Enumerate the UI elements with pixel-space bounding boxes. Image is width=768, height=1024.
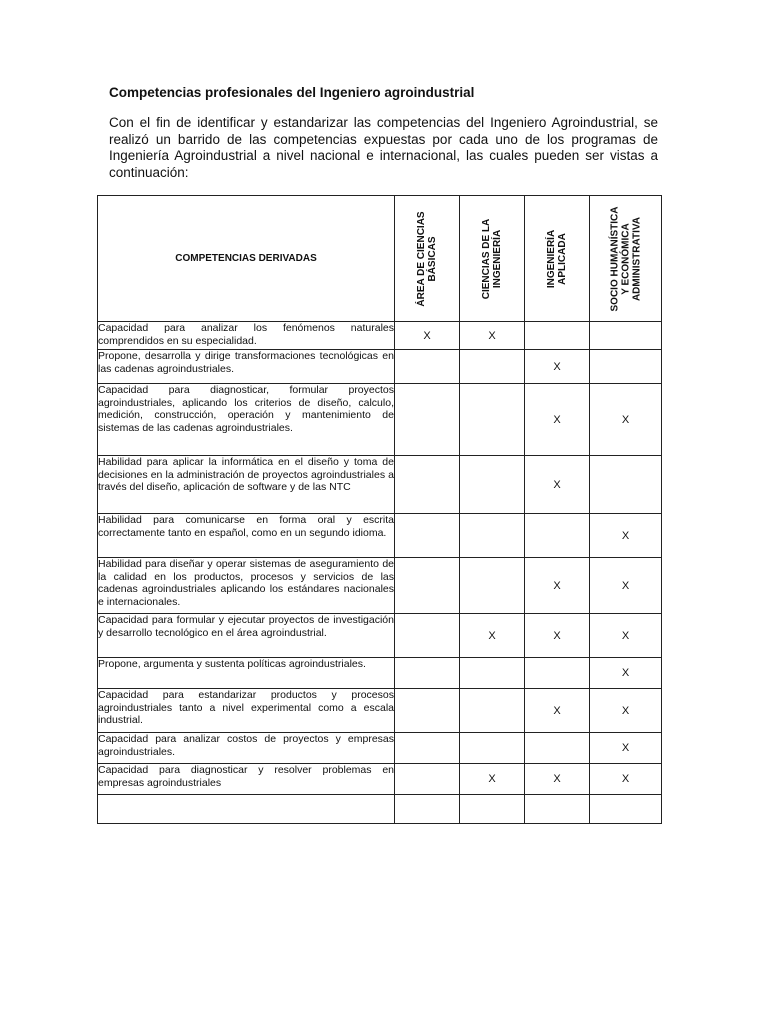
competency-description <box>98 514 395 558</box>
mark-cell: X <box>590 689 662 733</box>
competency-text: Habilidad para comunicarse en forma oral y escrita correctamente tanto en español, como en un segundo idioma. <box>98 514 394 539</box>
intro-paragraph: Con el fin de identificar y estandarizar las competencias del Ingeniero Agroindustrial, se realizó un barrido de las competencias expuestas por cada uno de los programas de Ingeniería Agroindustrial a nivel nacional e internacional, las cuales pueden ser vistas a continuación: <box>109 115 658 180</box>
mark-cell: X <box>525 558 590 614</box>
mark-cell: X <box>525 350 590 384</box>
mark-cell <box>395 689 460 733</box>
mark-cell <box>460 658 525 689</box>
mark-cell <box>395 733 460 764</box>
header-line: CIENCIAS DE LA <box>481 218 492 299</box>
competency-text: Capacidad para analizar los fenómenos naturales comprendidos en su especialidad. <box>98 322 394 347</box>
mark-cell: X <box>525 456 590 514</box>
empty-cell <box>98 795 395 824</box>
competency-text: Capacidad para formular y ejecutar proyectos de investigación y desarrollo tecnológico en el área agroindustrial. <box>98 614 394 639</box>
competency-description <box>98 733 395 764</box>
header-line: APLICADA <box>557 232 568 285</box>
header-line: Y ECONÓMICA <box>620 222 631 295</box>
mark-cell: X <box>590 733 662 764</box>
header-competencias-derivadas: COMPETENCIAS DERIVADAS <box>98 196 395 322</box>
mark-cell <box>395 614 460 658</box>
mark-cell: X <box>590 658 662 689</box>
mark-cell: X <box>460 614 525 658</box>
table-row <box>98 384 662 456</box>
mark-cell <box>395 658 460 689</box>
competency-description <box>98 614 395 658</box>
mark-cell <box>460 733 525 764</box>
mark-cell: X <box>395 322 460 350</box>
competency-description <box>98 658 395 689</box>
mark-cell <box>525 658 590 689</box>
table-header-row <box>98 196 662 322</box>
mark-cell: X <box>590 764 662 795</box>
header-socio-humanistica <box>590 196 662 322</box>
table-row <box>98 350 662 384</box>
mark-cell <box>590 322 662 350</box>
header-line: ÁREA DE CIENCIAS <box>416 210 427 307</box>
mark-cell <box>395 350 460 384</box>
mark-cell: X <box>460 764 525 795</box>
page-title: Competencias profesionales del Ingeniero agroindustrial <box>109 85 475 100</box>
table-row <box>98 614 662 658</box>
header-line: SOCIO HUMANÍSTICA <box>609 206 620 311</box>
header-ingenieria-aplicada <box>525 196 590 322</box>
mark-cell: X <box>525 689 590 733</box>
competency-description <box>98 322 395 350</box>
empty-cell <box>395 795 460 824</box>
mark-cell <box>525 514 590 558</box>
mark-cell <box>395 764 460 795</box>
header-line: ADMINISTRATIVA <box>631 216 642 301</box>
mark-cell <box>590 456 662 514</box>
empty-cell <box>525 795 590 824</box>
competency-description <box>98 558 395 614</box>
mark-cell <box>460 689 525 733</box>
competency-text: Habilidad para diseñar y operar sistemas de aseguramiento de la calidad en los productos, procesos y servicios de las cadenas agroindustriales aplicando los estándares nacionales e internacionales. <box>98 558 394 608</box>
mark-cell <box>525 733 590 764</box>
table-row <box>98 514 662 558</box>
mark-cell: X <box>590 614 662 658</box>
table-row <box>98 764 662 795</box>
competency-description <box>98 456 395 514</box>
empty-cell <box>590 795 662 824</box>
empty-cell <box>460 795 525 824</box>
mark-cell: X <box>525 764 590 795</box>
mark-cell: X <box>590 558 662 614</box>
mark-cell <box>460 456 525 514</box>
mark-cell <box>525 322 590 350</box>
mark-cell <box>590 350 662 384</box>
competency-text: Capacidad para estandarizar productos y procesos agroindustriales tanto a nivel experimental como a escala industrial. <box>98 689 394 726</box>
competency-text: Capacidad para diagnosticar y resolver problemas en empresas agroindustriales <box>98 764 394 789</box>
mark-cell: X <box>590 384 662 456</box>
competency-text: Propone, desarrolla y dirige transformaciones tecnológicas en las cadenas agroindustriales. <box>98 350 394 375</box>
header-line: INGENIERÍA <box>546 229 557 288</box>
mark-cell <box>460 350 525 384</box>
competency-text: Propone, argumenta y sustenta políticas agroindustriales. <box>98 658 366 670</box>
mark-cell <box>395 456 460 514</box>
mark-cell <box>395 514 460 558</box>
empty-row <box>98 795 662 824</box>
table-row <box>98 689 662 733</box>
mark-cell <box>395 384 460 456</box>
competency-description <box>98 350 395 384</box>
mark-cell: X <box>590 514 662 558</box>
mark-cell: X <box>460 322 525 350</box>
competency-text: Capacidad para analizar costos de proyectos y empresas agroindustriales. <box>98 733 394 758</box>
mark-cell <box>460 558 525 614</box>
mark-cell <box>460 384 525 456</box>
mark-cell <box>460 514 525 558</box>
table-row <box>98 733 662 764</box>
competencies-table <box>97 195 662 824</box>
header-line: BÁSICAS <box>427 235 438 282</box>
table-row <box>98 658 662 689</box>
competency-text: Capacidad para diagnosticar, formular proyectos agroindustriales, aplicando los criterios de diseño, calculo, medición, construcción, operación y mantenimiento de sistemas de las cadenas agroindustriales. <box>98 384 394 434</box>
competency-description <box>98 384 395 456</box>
mark-cell: X <box>525 614 590 658</box>
mark-cell: X <box>525 384 590 456</box>
competency-text: Habilidad para aplicar la informática en el diseño y toma de decisiones en la administración de proyectos agroindustriales a través del diseño, aplicación de software y de las NTC <box>98 456 394 493</box>
header-ciencias-ingenieria <box>460 196 525 322</box>
header-area-ciencias-basicas <box>395 196 460 322</box>
mark-cell <box>395 558 460 614</box>
competency-description <box>98 764 395 795</box>
header-line: INGENIERÍA <box>492 229 503 288</box>
table-row <box>98 456 662 514</box>
competency-description <box>98 689 395 733</box>
table-row <box>98 322 662 350</box>
table-row <box>98 558 662 614</box>
